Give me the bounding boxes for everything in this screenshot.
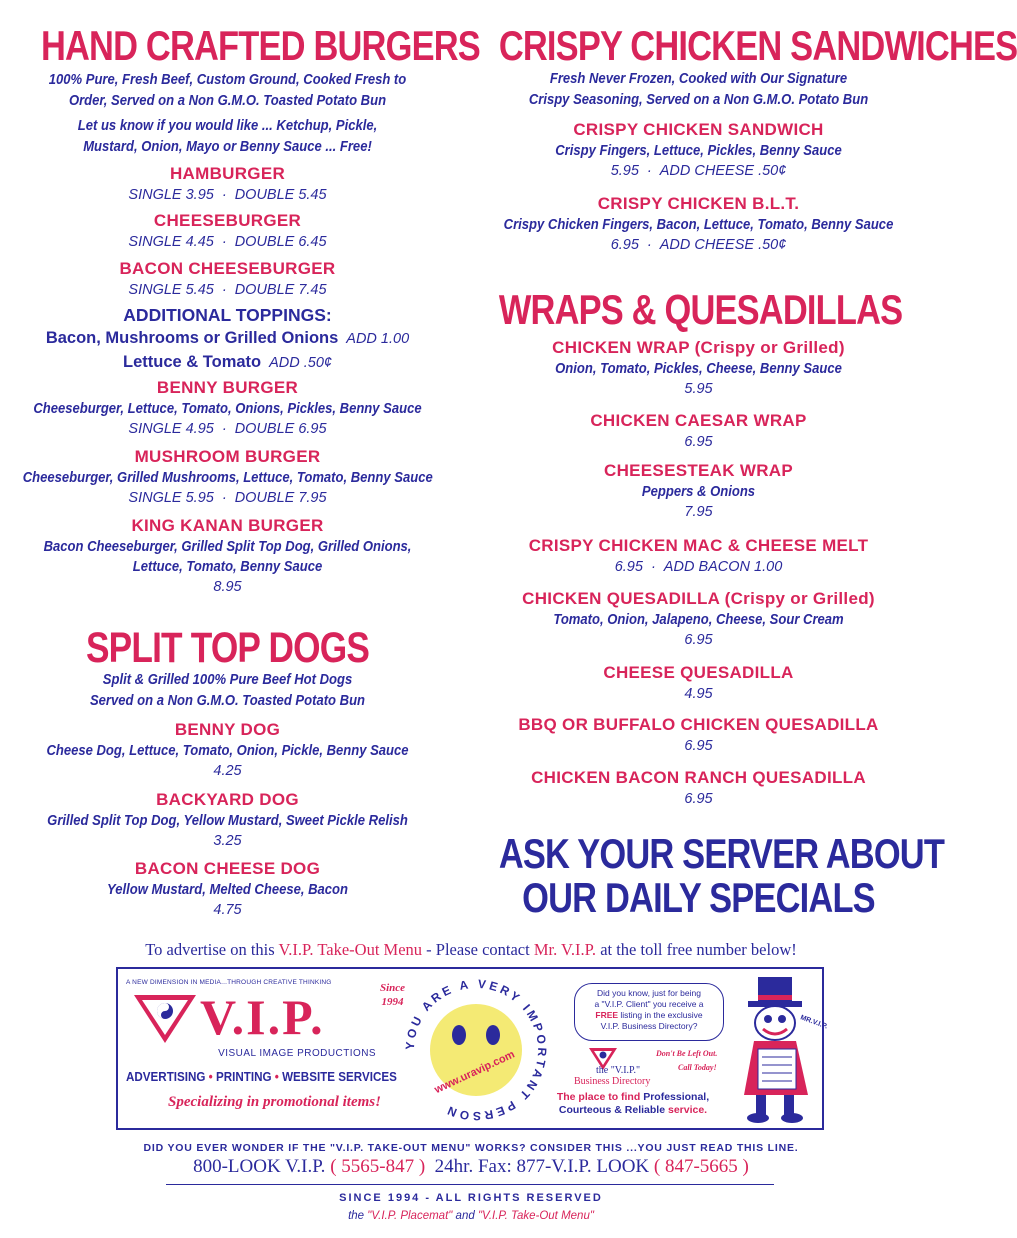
item-name: CRISPY CHICKEN B.L.T. — [597, 194, 800, 213]
menu-item-mushroom-burger — [0, 446, 455, 508]
ad-promo: Specializing in promotional items! — [168, 1094, 381, 1110]
item-price: SINGLE 5.95 · DOUBLE 7.95 — [128, 490, 327, 506]
item-price: SINGLE 3.95 · DOUBLE 5.45 — [128, 187, 327, 203]
daily-specials — [455, 830, 945, 921]
footer-copyright: SINCE 1994 - ALL RIGHTS RESERVED — [339, 1192, 603, 1204]
item-price: 6.95 — [684, 738, 713, 754]
menu-item-cheesesteak-wrap — [455, 460, 942, 522]
item-desc: Onion, Tomato, Pickles, Cheese, Benny Sauce — [555, 361, 842, 377]
item-price: 6.95 · ADD BACON 1.00 — [614, 559, 783, 575]
item-name: BACON CHEESEBURGER — [119, 259, 336, 278]
item-price: 6.95 — [684, 632, 713, 648]
toppings-line: Lettuce & Tomato ADD .50¢ — [123, 353, 332, 371]
dogs-subtitle: Split & Grilled 100% Pure Beef Hot Dogs — [102, 672, 353, 688]
ad-company: VISUAL IMAGE PRODUCTIONS — [218, 1047, 377, 1059]
directory-info: The place to find Professional, Courteous & Reliable service. — [556, 1091, 710, 1116]
wraps-title: WRAPS & QUESADILLAS — [498, 286, 903, 333]
item-price: SINGLE 4.45 · DOUBLE 6.45 — [128, 234, 327, 250]
menu-item-crispy-chicken-sandwich — [455, 119, 942, 181]
directory-subtitle: Business Directory — [574, 1076, 651, 1087]
call-today: Call Today! — [678, 1063, 717, 1072]
specials-line: OUR DAILY SPECIALS — [522, 874, 875, 921]
item-price: 6.95 — [684, 434, 713, 450]
chicken-title: CRISPY CHICKEN SANDWICHES — [498, 22, 1017, 69]
item-name: CRISPY CHICKEN MAC & CHEESE MELT — [528, 536, 869, 555]
menu-item-bbq-quesadilla — [455, 714, 942, 756]
item-desc: Cheeseburger, Lettuce, Tomato, Onions, Pickles, Benny Sauce — [33, 401, 422, 417]
vip-logo: V.I.P. — [200, 989, 325, 1045]
burgers-subtitle: Order, Served on a Non G.M.O. Toasted Potato Bun — [68, 93, 387, 109]
menu-item-benny-dog — [0, 719, 455, 781]
svg-text:YOU ARE A VERY IMPORTANT PERSO: YOU ARE A VERY IMPORTANT PERSON — [402, 976, 550, 1124]
burgers-note: Let us know if you would like ... Ketchup, Pickle, — [77, 118, 378, 134]
menu-item-crispy-chicken-blt — [455, 193, 942, 255]
item-name: HAMBURGER — [169, 164, 286, 183]
menu-item-chicken-wrap — [455, 337, 942, 399]
mr-vip-mascot-icon — [734, 973, 829, 1125]
item-desc: Cheeseburger, Grilled Mushrooms, Lettuce, Tomato, Benny Sauce — [22, 470, 433, 486]
item-price: 6.95 — [684, 791, 713, 807]
menu-item-ranch-quesadilla — [455, 767, 942, 809]
item-price: 5.95 · ADD CHEESE .50¢ — [610, 163, 787, 179]
svg-text:MR.V.I.P.: MR.V.I.P. — [799, 1014, 829, 1031]
item-desc: Yellow Mustard, Melted Cheese, Bacon — [106, 882, 349, 898]
item-desc: Cheese Dog, Lettuce, Tomato, Onion, Pickle, Benny Sauce — [46, 743, 409, 759]
item-desc: Bacon Cheeseburger, Grilled Split Top Dog, Grilled Onions, — [43, 539, 412, 555]
specials-line: ASK YOUR SERVER ABOUT — [498, 830, 945, 877]
item-price: SINGLE 4.95 · DOUBLE 6.95 — [128, 421, 327, 437]
dogs-subtitle: Served on a Non G.M.O. Toasted Potato Bun — [89, 693, 366, 709]
menu-item-hamburger — [0, 163, 455, 205]
footer-divider — [166, 1184, 774, 1185]
additional-toppings — [0, 304, 455, 375]
toppings-line: Bacon, Mushrooms or Grilled Onions ADD 1.00 — [45, 329, 410, 347]
vip-triangle-icon — [132, 993, 198, 1045]
footer-phone: 800-LOOK V.I.P. ( 5565-847 ) 24hr. Fax: 877-V.I.P. LOOK ( 847-5665 ) — [193, 1156, 749, 1177]
item-price: SINGLE 5.45 · DOUBLE 7.45 — [128, 282, 327, 298]
item-name: CHEESE QUESADILLA — [603, 663, 794, 682]
menu-item-chicken-quesadilla — [455, 588, 942, 650]
item-name: CHEESEBURGER — [153, 211, 302, 230]
item-name: KING KANAN BURGER — [131, 516, 324, 535]
burgers-title: HAND CRAFTED BURGERS — [40, 22, 480, 69]
menu-item-bacon-cheese-dog — [0, 858, 455, 920]
footer-question: DID YOU EVER WONDER IF THE "V.I.P. TAKE-OUT MENU" WORKS? CONSIDER THIS ...YOU JUST READ THIS LINE. — [143, 1142, 799, 1154]
item-name: BACKYARD DOG — [156, 790, 299, 809]
item-desc: Grilled Split Top Dog, Yellow Mustard, Sweet Pickle Relish — [47, 813, 408, 829]
item-price: 6.95 · ADD CHEESE .50¢ — [610, 237, 787, 253]
vip-ad-box — [116, 967, 829, 1130]
item-desc: Crispy Fingers, Lettuce, Pickles, Benny Sauce — [555, 143, 842, 159]
item-price: 4.75 — [213, 902, 242, 918]
item-price: 4.25 — [213, 763, 242, 779]
item-price: 8.95 — [213, 579, 242, 595]
chicken-subtitle: Crispy Seasoning, Served on a Non G.M.O. Potato Bun — [528, 92, 869, 108]
item-name: BENNY BURGER — [156, 378, 299, 397]
item-name: MUSHROOM BURGER — [134, 447, 321, 466]
chicken-subtitle: Fresh Never Frozen, Cooked with Our Signature — [549, 71, 848, 87]
menu-item-mac-cheese-melt — [455, 535, 942, 577]
menu-item-bacon-cheeseburger — [0, 258, 455, 300]
menu-item-cheese-quesadilla — [455, 662, 942, 704]
item-price: 3.25 — [213, 833, 242, 849]
ad-services: ADVERTISING • PRINTING • WEBSITE SERVICES — [126, 1070, 397, 1084]
ad-since: Since 1994 — [380, 982, 406, 1008]
menu-item-chicken-caesar-wrap — [455, 410, 942, 452]
item-desc: Tomato, Onion, Jalapeno, Cheese, Sour Cream — [553, 612, 844, 628]
ad-tagline: A NEW DIMENSION IN MEDIA...THROUGH CREATIVE THINKING — [126, 979, 332, 986]
item-name: BENNY DOG — [174, 720, 281, 739]
advertise-line: To advertise on this V.I.P. Take-Out Menu - Please contact Mr. V.I.P. at the toll free number below! — [145, 940, 797, 959]
item-desc: Crispy Chicken Fingers, Bacon, Lettuce, Tomato, Benny Sauce — [503, 217, 894, 233]
item-name: BBQ OR BUFFALO CHICKEN QUESADILLA — [518, 715, 879, 734]
directory-title: the "V.I.P." — [596, 1065, 641, 1076]
item-name: CRISPY CHICKEN SANDWICH — [573, 120, 824, 139]
item-desc: Lettuce, Tomato, Benny Sauce — [132, 559, 323, 575]
menu-item-backyard-dog — [0, 789, 455, 851]
item-name: CHEESESTEAK WRAP — [604, 461, 793, 480]
info-bubble: Did you know, just for being a "V.I.P. Client" you receive a FREE listing in the exclusive V.I.P. Business Directory? — [574, 983, 724, 1041]
item-price: 7.95 — [684, 504, 713, 520]
item-name: CHICKEN BACON RANCH QUESADILLA — [531, 768, 866, 787]
item-name: CHICKEN WRAP (Crispy or Grilled) — [552, 338, 845, 357]
svg-text:www.uravip.com: www.uravip.com — [432, 1048, 517, 1097]
item-price: 5.95 — [684, 381, 713, 397]
item-price: 4.95 — [684, 686, 713, 702]
item-desc: Peppers & Onions — [641, 484, 756, 500]
burgers-note: Mustard, Onion, Mayo or Benny Sauce ... Free! — [83, 139, 372, 155]
burgers-subtitle: 100% Pure, Fresh Beef, Custom Ground, Cooked Fresh to — [48, 72, 407, 88]
item-name: BACON CHEESE DOG — [134, 859, 321, 878]
item-name: CHICKEN CAESAR WRAP — [590, 411, 807, 430]
menu-item-cheeseburger — [0, 210, 455, 252]
dont-be-left-out: Don't Be Left Out. — [656, 1049, 718, 1058]
footer-products: the "V.I.P. Placemat" and "V.I.P. Take-Out Menu" — [348, 1210, 594, 1222]
toppings-title: ADDITIONAL TOPPINGS: — [123, 305, 332, 325]
menu-item-benny-burger — [0, 377, 455, 439]
menu-item-king-kanan — [0, 515, 455, 597]
item-name: CHICKEN QUESADILLA (Crispy or Grilled) — [522, 589, 875, 608]
dogs-title: SPLIT TOP DOGS — [85, 624, 370, 672]
